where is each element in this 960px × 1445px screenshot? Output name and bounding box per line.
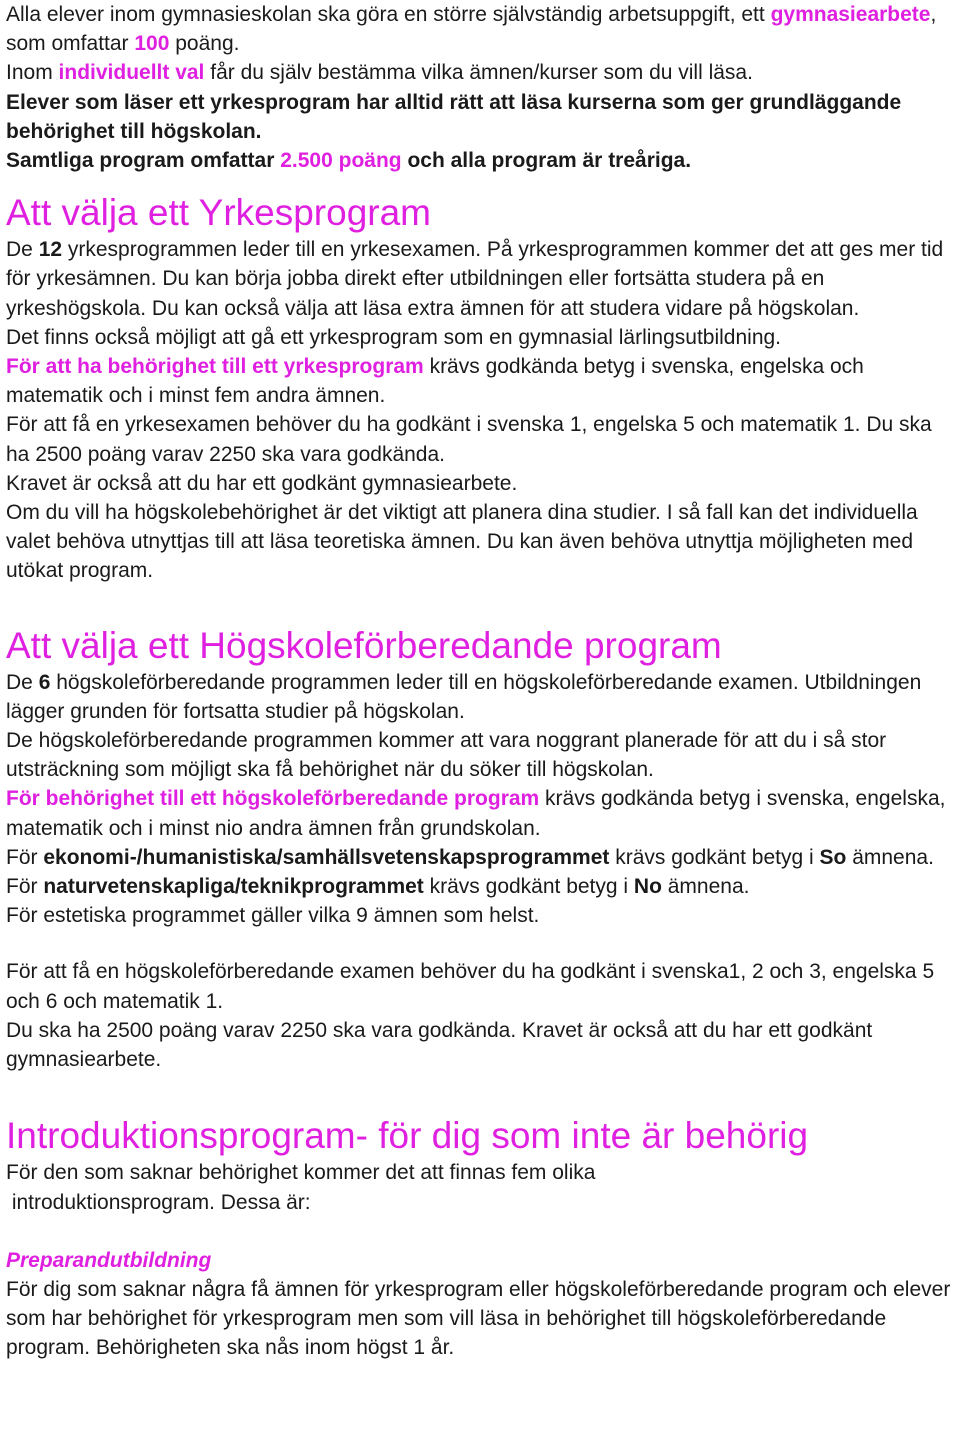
preparand-subheading: Preparandutbildning bbox=[6, 1248, 212, 1272]
text: Alla elever inom gymnasieskolan ska göra en större självständig arbetsuppgift, ett bbox=[6, 3, 771, 26]
hogskole-paragraph-1 bbox=[6, 668, 960, 726]
document-page bbox=[6, 0, 960, 1363]
program-count: 12 bbox=[38, 238, 63, 262]
yrkes-paragraph-6: Om du vill ha högskolebehörighet är det viktigt att planera dina studier. I så fall kan det individuella valet behöva utnyttjas till att läsa teoretiska ämnen. Du kan även behöva utnyttja möjligheten med utökat program. bbox=[6, 501, 918, 583]
text: Inom bbox=[6, 61, 59, 85]
text: De bbox=[6, 670, 39, 694]
introduktion-paragraph-1a: För den som saknar behörighet kommer det att finnas fem olika bbox=[6, 1161, 596, 1185]
yrkesprogram-heading: Att välja ett Yrkesprogram bbox=[6, 192, 431, 234]
text: Samtliga program omfattar bbox=[6, 149, 281, 173]
text: och alla program är treåriga. bbox=[401, 149, 692, 173]
hogskole-heading: Att välja ett Högskoleförberedande program bbox=[6, 624, 722, 666]
text: krävs godkänt betyg i bbox=[423, 875, 634, 899]
gymnasiearbete-link[interactable]: gymnasiearbete bbox=[770, 3, 931, 26]
intro-paragraph-3: Elever som läser ett yrkesprogram har alltid rätt att läsa kurserna som ger grundläggande behörighet till högskolan. bbox=[6, 90, 902, 143]
text: För bbox=[6, 875, 44, 899]
text: , som omfattar bbox=[6, 3, 937, 56]
hogskole-paragraph-2: De högskoleförberedande programmen kommer att vara noggrant planerade för att du i så stor utsträckning som möjligt ska få behörighet när du söker till högskolan. bbox=[6, 729, 887, 782]
yrkes-paragraph-1 bbox=[6, 235, 960, 323]
hogskole-paragraph-4 bbox=[6, 843, 960, 872]
hogskole-paragraph-8: Du ska ha 2500 poäng varav 2250 ska vara godkända. Kravet är också att du har ett godkänt gymnasiearbete. bbox=[6, 1018, 873, 1072]
yrkes-paragraph-4: För att få en yrkesexamen behöver du ha godkänt i svenska 1, engelska 5 och matematik 1. Du ska ha 2500 poäng varav 2250 ska vara godkända. bbox=[6, 413, 932, 466]
subject-group: So bbox=[819, 845, 847, 869]
text: För bbox=[6, 845, 44, 869]
text: får du själv bestämma vilka ämnen/kurser som du vill läsa. bbox=[204, 61, 753, 85]
program-count: 6 bbox=[38, 670, 51, 694]
intro-paragraph-2 bbox=[6, 58, 960, 87]
introduktion-heading: Introduktionsprogram- för dig som inte är behörig bbox=[6, 1115, 809, 1157]
subject-group: No bbox=[633, 875, 662, 899]
program-name: ekonomi-/humanistiska/samhällsvetenskapsprogrammet bbox=[43, 845, 610, 869]
hogskole-behorighet-link[interactable]: För behörighet till ett högskoleförberedande program bbox=[6, 787, 540, 811]
text: De bbox=[6, 238, 39, 262]
text: ämnena. bbox=[846, 845, 934, 869]
preparand-paragraph: För dig som saknar några få ämnen för yrkesprogram eller högskoleförberedande program och elever som har behörighet för yrkesprogram men som vill läsa in behörighet till högskoleförberedande program. Behörigheten ska nås inom högst 1 år. bbox=[6, 1277, 951, 1360]
text: poäng. bbox=[169, 32, 240, 56]
hogskole-paragraph-3 bbox=[6, 784, 960, 842]
text: krävs godkänt betyg i bbox=[609, 845, 820, 869]
text: högskoleförberedande programmen leder till en högskoleförberedande examen. Utbildningen lägger grunden för fortsatta studier på högskolan. bbox=[6, 670, 922, 723]
individuellt-val-link[interactable]: individuellt val bbox=[58, 61, 205, 85]
intro-paragraph-4 bbox=[6, 146, 960, 175]
text: ämnena. bbox=[661, 875, 750, 899]
text: krävs godkända betyg i svenska, engelska och matematik och i minst fem andra ämnen. bbox=[6, 355, 864, 408]
yrkes-paragraph-2: Det finns också möjligt att gå ett yrkesprogram som en gymnasial lärlingsutbildning. bbox=[6, 325, 782, 349]
hogskole-paragraph-5 bbox=[6, 872, 960, 901]
program-name: naturvetenskapliga/teknikprogrammet bbox=[43, 875, 424, 899]
text: krävs godkända betyg i svenska, engelska, matematik och i minst nio andra ämnen från grundskolan. bbox=[6, 787, 946, 840]
hogskole-paragraph-6: För estetiska programmet gäller vilka 9 ämnen som helst. bbox=[6, 904, 540, 928]
total-points: 2.500 poäng bbox=[280, 149, 402, 173]
yrkes-behorighet-link[interactable]: För att ha behörighet till ett yrkesprogram bbox=[6, 355, 424, 379]
intro-paragraph-1 bbox=[6, 0, 960, 58]
introduktion-paragraph-1b: introduktionsprogram. Dessa är: bbox=[6, 1190, 311, 1214]
text: yrkesprogrammen leder till en yrkesexamen. På yrkesprogrammen kommer det att ges mer tid för yrkesämnen. Du kan börja jobba direkt efter utbildningen eller fortsätta studera på en yrkeshögskola. Du kan också välja att läsa extra ämnen för att studera vidare på högskolan. bbox=[6, 238, 944, 320]
points-number: 100 bbox=[134, 32, 170, 56]
yrkes-paragraph-5: Kravet är också att du har ett godkänt gymnasiearbete. bbox=[6, 471, 518, 495]
hogskole-paragraph-7: För att få en högskoleförberedande examen behöver du ha godkänt i svenska1, 2 och 3, engelska 5 och 6 och matematik 1. bbox=[6, 960, 935, 1013]
yrkes-paragraph-3 bbox=[6, 352, 960, 410]
